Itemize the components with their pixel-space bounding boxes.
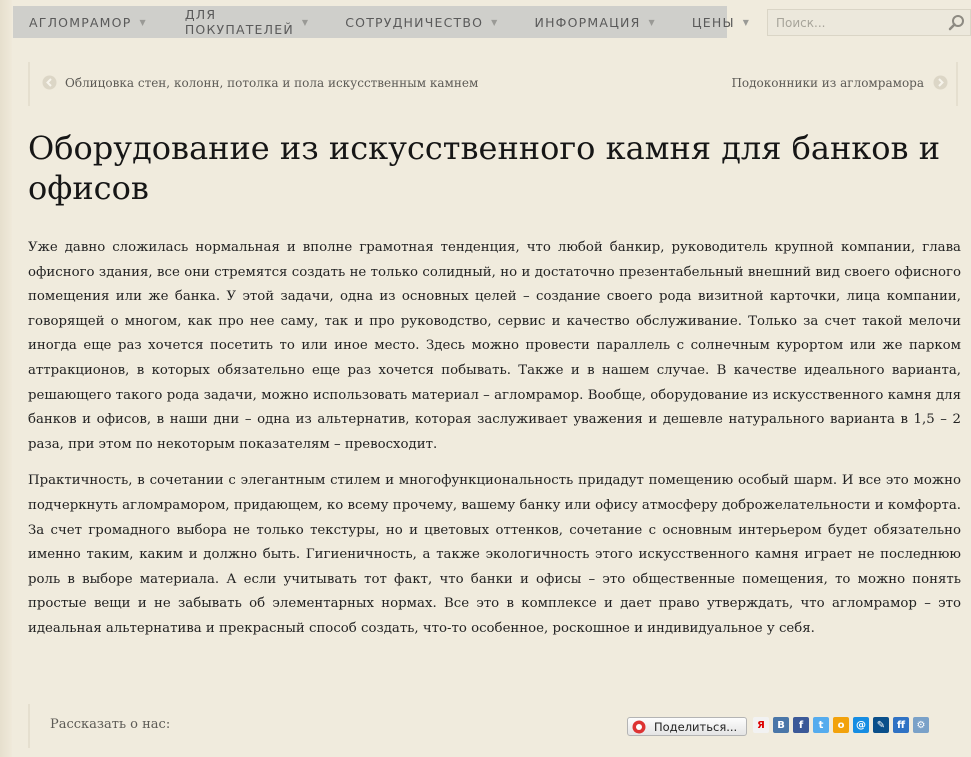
search-box <box>767 9 971 36</box>
nav-item-label: ЦЕНЫ <box>691 14 735 30</box>
next-post-title: Подоконники из агломрамора <box>731 75 924 90</box>
post-navigation <box>28 62 958 106</box>
previous-post-title: Облицовка стен, колонн, потолка и пола искусственным камнем <box>65 75 479 90</box>
share-label: Рассказать о нас: <box>50 717 171 732</box>
nav-item-prices[interactable] <box>670 6 764 38</box>
yandex-share-icon <box>632 720 646 734</box>
share-button-label: Поделиться... <box>654 719 738 734</box>
previous-post-link[interactable] <box>42 75 478 90</box>
yandex-icon[interactable]: Я <box>753 717 769 733</box>
moimir-icon[interactable]: @ <box>853 717 869 733</box>
share-button[interactable] <box>627 717 747 736</box>
nav-item-buyers[interactable] <box>163 6 323 38</box>
facebook-icon[interactable]: f <box>793 717 809 733</box>
chevron-down-icon: ▼ <box>742 17 751 27</box>
next-post-link[interactable] <box>731 75 948 90</box>
article-paragraph: Практичность, в сочетании с элегантным стилем и многофункциональность придадут помещению особый шарм. И все это можно подчеркнуть агломрамором, придающем, ко всему прочему, вашему банку или офису атмосферу доброжелательности и комфорта. За счет громадного выбора не только текстуры, но и цветовых оттенков, сочетание с основным интерьером будет обязательно именно таким, каким и должно быть. Гигиеничность, а также экологичность этого искусственного камня играет не последнюю роль в выборе материала. А если учитывать тот факт, что банки и офисы – это общественные помещения, то можно понять простые вещи и не забывать об элементарных нормах. Все это в комплексе и дает право утверждать, что агломрамор – это идеальная альтернатива и прекрасный способ создать, что-то особенное, роскошное и индивидуальное у себя. <box>28 473 961 636</box>
more-icon[interactable]: ⚙ <box>913 717 929 733</box>
social-icons <box>753 717 933 733</box>
odnoklassniki-icon[interactable]: о <box>833 717 849 733</box>
search-icon[interactable] <box>948 14 966 32</box>
nav-item-label: ИНФОРМАЦИЯ <box>534 14 641 30</box>
chevron-down-icon: ▼ <box>491 17 499 27</box>
chevron-down-icon: ▼ <box>139 17 147 27</box>
left-decor-strip <box>0 0 12 757</box>
nav-item-label: АГЛОМРАМОР <box>29 14 132 30</box>
chevron-down-icon: ▼ <box>648 17 656 27</box>
nav-item-information[interactable] <box>513 6 670 38</box>
nav-item-cooperation[interactable] <box>323 6 512 38</box>
nav-item-label: СОТРУДНИЧЕСТВО <box>345 14 484 30</box>
share-bar <box>28 704 958 748</box>
livejournal-icon[interactable]: ✎ <box>873 717 889 733</box>
article-paragraph: Уже давно сложилась нормальная и вполне грамотная тенденция, что любой банкир, руководитель крупной компании, глава офисного здания, все они стремятся создать не только солидный, но и достаточно презентабельный внешний вид своего офисного помещения или же банка. У этой задачи, одна из основных целей – создание своего рода визитной карточки, лица компании, говорящей о многом, как про нее саму, так и про руководство, сервис и качество обслуживание. Только за счет такой мелочи иногда еще раз хочется посетить то или иное место. Здесь можно провести параллель с солнечным курортом или же парком аттракционов, в которых обязательно еще раз хочется побывать. Также и в нашем случае. В качестве идеального варианта, решающего такого рода задачи, можно использовать материал – агломрамор. Вообще, оборудование из искусственного камня для банков и офисов, в наши дни – одна из альтернатив, которая заслуживает уважения и дешевле натурального варианта в 1,5 – 2 раза, при этом по некоторым показателям – превосходит. <box>28 240 961 452</box>
friendfeed-icon[interactable]: ff <box>893 717 909 733</box>
nav-item-aglomramor[interactable] <box>13 6 163 38</box>
twitter-icon[interactable]: t <box>813 717 829 733</box>
search-input[interactable] <box>768 10 943 35</box>
article-body <box>28 236 961 654</box>
vkontakte-icon[interactable]: В <box>773 717 789 733</box>
page-title: Оборудование из искусственного камня для банков и офисов <box>28 129 941 207</box>
chevron-down-icon: ▼ <box>301 17 310 27</box>
arrow-right-circle-icon <box>933 75 948 90</box>
main-navigation <box>13 6 751 38</box>
arrow-left-circle-icon <box>42 75 57 90</box>
nav-item-label: ДЛЯ ПОКУПАТЕЛЕЙ <box>184 7 294 37</box>
